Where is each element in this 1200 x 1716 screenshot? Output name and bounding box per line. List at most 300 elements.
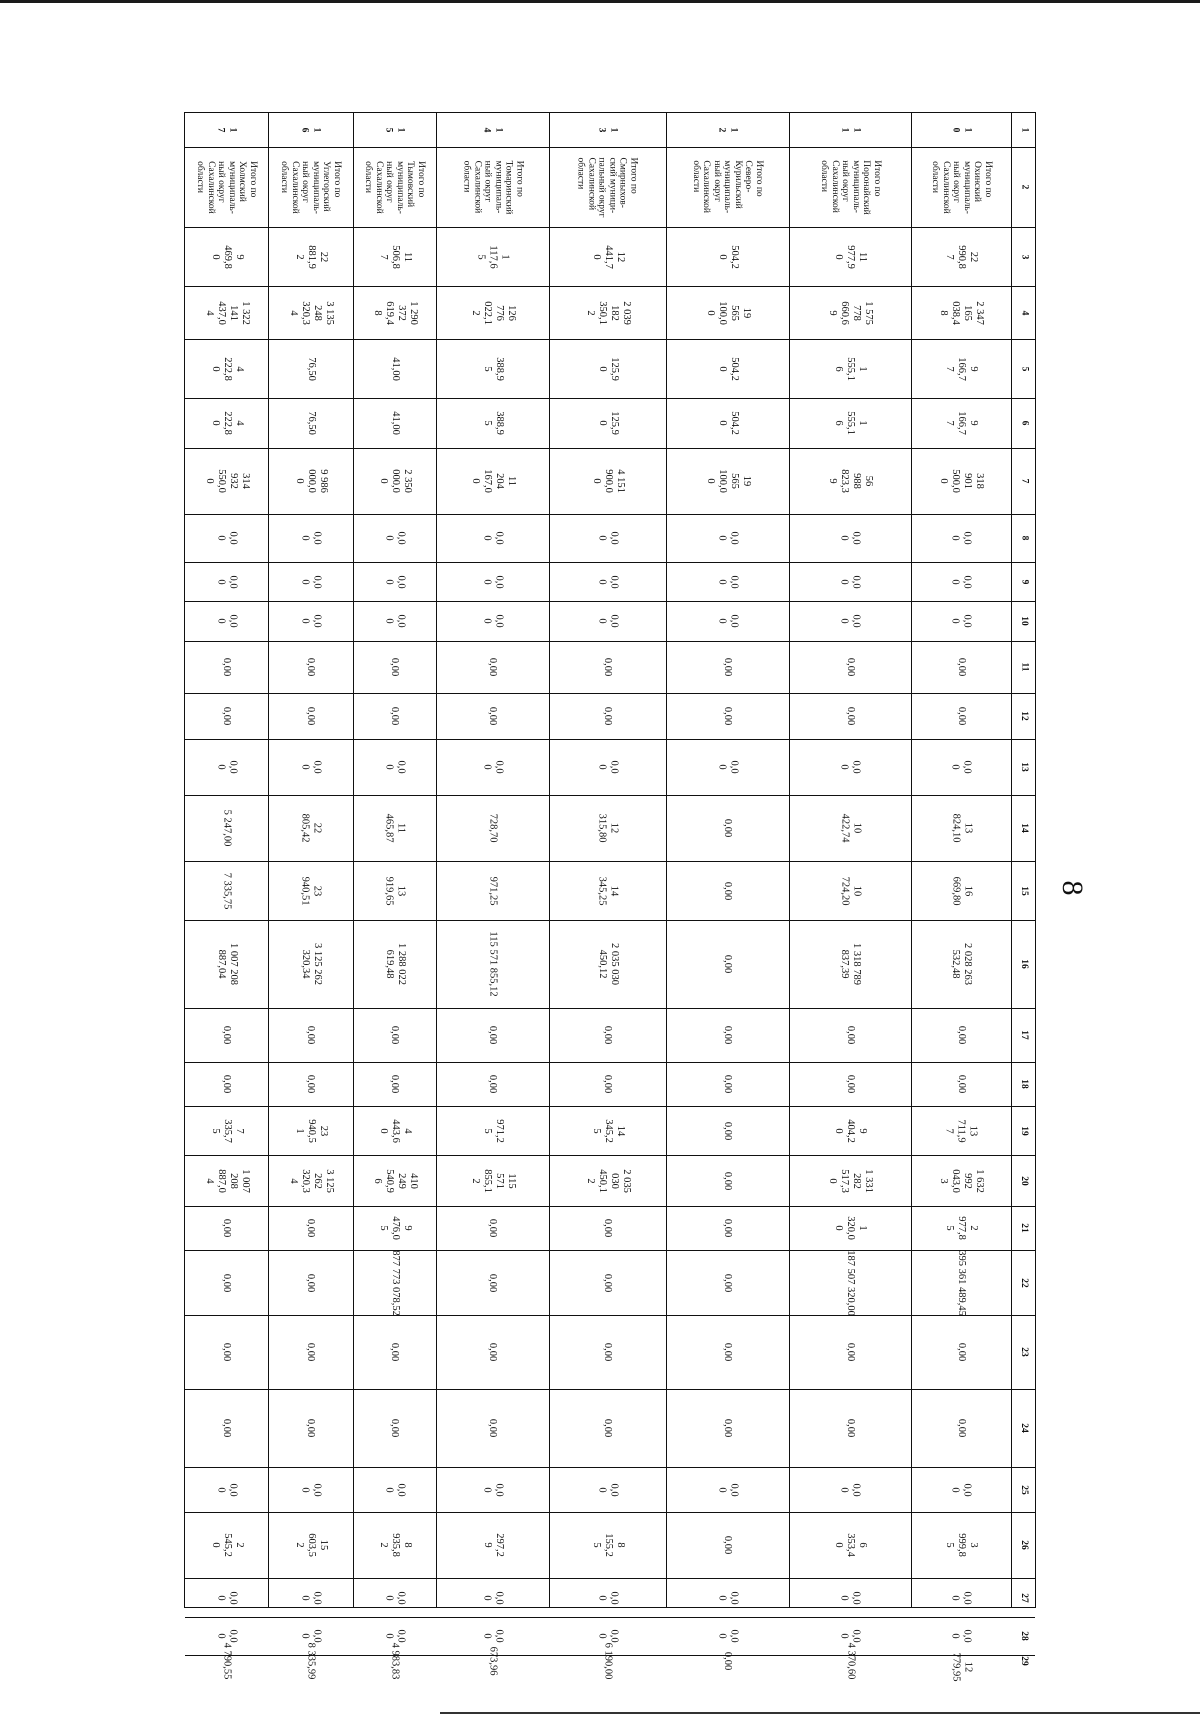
table-cell-text: 115 571 855,1 2 [469, 1168, 517, 1193]
table-cell-text: 0,00 [722, 1651, 734, 1671]
table-cell-text: 16 669,80 [950, 876, 973, 905]
table-cell [353, 920, 436, 1008]
table-cell [353, 398, 436, 448]
table-cell-text: 0,0 0 [481, 574, 505, 589]
table-cell [268, 1578, 353, 1617]
table-cell [185, 693, 268, 739]
table-cell-text: 0,00 [956, 1074, 967, 1094]
column-number-3 [1011, 227, 1037, 286]
table-cell [666, 693, 789, 739]
column-number-18-text: 18 [1019, 1079, 1029, 1089]
table-cell-text: 0,00 [389, 706, 401, 726]
table-cell-text: 0,00 [305, 1025, 317, 1045]
table-cell-text: 12 779,95 [950, 1652, 973, 1682]
column-number-29 [1011, 1655, 1037, 1667]
table-cell-text: 0,0 0 [596, 1482, 620, 1497]
column-number-17-text: 17 [1019, 1030, 1029, 1040]
table-cell-text: 0,00 [602, 1025, 614, 1045]
column-number-7-text: 7 [1019, 478, 1029, 484]
table-cell [911, 693, 1011, 739]
table-cell-text: 971,2 5 [481, 1118, 505, 1143]
table-cell [268, 514, 353, 562]
table-cell-text: 0,00 [956, 1342, 967, 1362]
column-number-17 [1011, 1008, 1037, 1062]
table-cell [911, 398, 1011, 448]
row-number [353, 113, 436, 147]
table-cell [353, 286, 436, 339]
table-cell [436, 227, 549, 286]
table-cell [789, 286, 911, 339]
column-number-1-text: 1 [1019, 127, 1029, 133]
table-cell-text: 971,25 [487, 876, 499, 905]
table-cell-text: 388,9 5 [481, 411, 505, 435]
table-cell-text: 0,00 [722, 706, 734, 726]
table-cell [549, 448, 666, 514]
table-cell [789, 1155, 911, 1206]
table-cell [549, 398, 666, 448]
table-cell [185, 920, 268, 1008]
table-cell-text: 0,0 0 [299, 531, 323, 545]
table-cell [789, 1315, 911, 1389]
column-number-8-text: 8 [1019, 535, 1029, 541]
table-cell [789, 339, 911, 398]
table-cell-text: 4 370,60 [845, 1642, 856, 1680]
table-cell-text: 0,0 0 [215, 1590, 239, 1605]
table-cell [268, 641, 353, 693]
table-cell-text: 0,00 [487, 1074, 499, 1094]
table-cell-text: 9 986 000,0 0 [293, 469, 329, 493]
table-cell-text: 0,00 [845, 1418, 856, 1438]
table-cell [911, 1062, 1011, 1106]
table-cell [353, 1206, 436, 1250]
column-number-27-text: 27 [1019, 1592, 1029, 1603]
table-cell [911, 1315, 1011, 1389]
table-cell [185, 1008, 268, 1062]
table-cell [436, 739, 549, 795]
table-cell [185, 739, 268, 795]
table-cell [268, 920, 353, 1008]
table-cell [666, 1106, 789, 1155]
table-cell-text: 76,50 [305, 411, 317, 435]
table-cell-text: 2 035 030 450,1 2 [584, 1168, 632, 1193]
table-cell [666, 641, 789, 693]
table-cell [666, 227, 789, 286]
table-cell [549, 641, 666, 693]
table-cell [911, 1155, 1011, 1206]
table-cell [185, 1250, 268, 1315]
table-cell [666, 1617, 789, 1655]
table-cell [911, 1578, 1011, 1617]
column-number-7 [1011, 448, 1037, 514]
table-cell-text: 0,0 0 [839, 574, 862, 589]
table-cell-text: 2 977,8 5 [944, 1216, 979, 1240]
row-name-text: Итого по Северо- Курильский муниципаль- ный округ Сахалинской области [691, 160, 765, 214]
table-cell-text: 0,00 [221, 657, 233, 677]
table-cell [666, 920, 789, 1008]
table-cell [185, 398, 268, 448]
table-cell-text: 504,2 0 [716, 356, 740, 381]
table-cell [436, 920, 549, 1008]
row-name [268, 147, 353, 227]
table-cell [185, 601, 268, 641]
table-cell-text: 8 335,99 [305, 1642, 317, 1680]
table-cell-text: 0,00 [722, 1342, 734, 1362]
column-number-8 [1011, 514, 1037, 562]
table-cell [911, 795, 1011, 861]
table-cell [185, 1206, 268, 1250]
table-cell [789, 1578, 911, 1617]
table-cell [436, 1512, 549, 1578]
table-cell [185, 1642, 268, 1680]
table-cell [789, 861, 911, 920]
table-cell [549, 861, 666, 920]
table-cell [789, 1250, 911, 1315]
table-cell-text: 4 443,6 0 [377, 1118, 413, 1143]
table-cell-text: 0,00 [389, 657, 401, 677]
table-cell [549, 227, 666, 286]
table-cell-text: 9 166,7 7 [944, 411, 979, 435]
table-cell-text: 0,00 [305, 1218, 317, 1238]
table-cell-text: 19 565 100,0 0 [704, 469, 752, 493]
table-cell [666, 601, 789, 641]
table-cell-text: 0,0 0 [383, 614, 407, 628]
table-cell [911, 562, 1011, 601]
table-cell-text: 0,00 [487, 1273, 499, 1292]
table-cell [549, 920, 666, 1008]
table-cell-text: 5 247,00 [221, 809, 233, 847]
table-cell [268, 1512, 353, 1578]
table-cell-text: 0,00 [389, 1418, 401, 1438]
column-number-11 [1011, 641, 1037, 693]
table-cell-text: 4 790,55 [221, 1642, 233, 1680]
table-cell-text: 0,00 [602, 657, 614, 677]
table-cell-text: 0,0 0 [950, 1629, 973, 1643]
table-cell-text: 0,0 0 [383, 574, 407, 589]
table-cell-text: 0,00 [722, 1074, 734, 1094]
row-number-text: 1 7 [215, 127, 238, 133]
row-number [911, 113, 1011, 147]
table-cell-text: 0,00 [845, 1074, 856, 1094]
table-cell [353, 739, 436, 795]
table-cell-text: 1 555,1 6 [833, 411, 868, 435]
table-cell-text: 13 711,9 7 [944, 1118, 979, 1143]
column-number-26 [1011, 1512, 1037, 1578]
table-cell-text: 0,00 [221, 1342, 233, 1362]
table-cell [911, 861, 1011, 920]
table-cell-text: 9 404,2 0 [833, 1118, 868, 1143]
table-cell-text: 19 565 100,0 0 [704, 300, 752, 325]
table-cell-text: 125,9 0 [596, 411, 620, 435]
table-cell [789, 514, 911, 562]
table-cell [353, 1250, 436, 1315]
column-number-13-text: 13 [1019, 762, 1029, 772]
table-cell [353, 448, 436, 514]
table-cell-text: 1 007 208 887,0 4 [203, 1168, 251, 1193]
table-cell [353, 1315, 436, 1389]
row-name-text: Итого по Холмский муниципаль- ный округ Сахалинской области [195, 160, 258, 214]
table-cell-text: 0,0 0 [299, 1629, 323, 1643]
table-cell-text: 0,00 [845, 1025, 856, 1045]
table-cell-text: 13 824,10 [950, 813, 973, 843]
table-cell-text: 9 166,7 7 [944, 356, 979, 381]
table-cell [185, 1106, 268, 1155]
table-cell-text: 0,0 0 [716, 1629, 740, 1643]
table-cell [549, 1578, 666, 1617]
table-cell-text: 22 881,9 2 [293, 244, 329, 269]
table-cell-text: 2 350 000,0 0 [377, 469, 413, 493]
table-cell-text: 0,0 0 [383, 1482, 407, 1497]
table-cell-text: 0,0 0 [596, 1590, 620, 1605]
table-cell [789, 1062, 911, 1106]
table-cell [185, 1512, 268, 1578]
table-cell [436, 1467, 549, 1512]
table-cell-text: 2 039 182 350,1 2 [584, 300, 632, 325]
table-cell-text: 0,0 0 [481, 1590, 505, 1605]
row-name-text: Итого по Углегорский муниципаль- ный округ Сахалинской области [279, 160, 342, 214]
table-cell-text: 0,00 [845, 706, 856, 726]
row-name [185, 147, 268, 227]
table-cell [436, 861, 549, 920]
table-cell-text: 11 465,87 [383, 813, 407, 843]
table-cell [549, 1155, 666, 1206]
table-cell [353, 1578, 436, 1617]
table-cell [436, 1578, 549, 1617]
table-cell [549, 795, 666, 861]
table-cell-text: 0,00 [602, 706, 614, 726]
table-cell [911, 920, 1011, 1008]
table-cell [666, 1512, 789, 1578]
table-cell-text: 1 632 992 043,0 3 [938, 1168, 985, 1193]
table-cell-text: 4 222,8 0 [209, 411, 245, 435]
column-number-15-text: 15 [1019, 885, 1029, 896]
table-cell-text: 395 361 489,45 [956, 1249, 967, 1316]
table-cell [436, 448, 549, 514]
column-number-27 [1011, 1578, 1037, 1617]
table-cell-text: 12 315,80 [596, 813, 620, 843]
column-number-12-text: 12 [1019, 711, 1029, 721]
column-number-4-text: 4 [1019, 310, 1029, 315]
table-cell-text: 0,0 0 [299, 760, 323, 774]
table-cell [436, 1250, 549, 1315]
table-cell-text: 0,0 0 [299, 1482, 323, 1497]
row-name [789, 147, 911, 227]
column-number-2-text: 2 [1019, 184, 1029, 190]
table-cell [353, 1062, 436, 1106]
row-name [911, 147, 1011, 227]
table-cell [436, 1106, 549, 1155]
table-cell-text: 1 575 778 660,6 9 [827, 300, 874, 325]
column-number-22 [1011, 1250, 1037, 1315]
table-cell-text: 4 222,8 0 [209, 356, 245, 381]
table-cell [436, 795, 549, 861]
table-cell-text: 0,0 0 [383, 760, 407, 774]
table-cell [666, 739, 789, 795]
table-cell-text: 4 983,83 [389, 1642, 401, 1680]
column-number-6 [1011, 398, 1037, 448]
table-cell-text: 7 335,75 [221, 872, 233, 909]
table-cell-text: 9 476,0 5 [377, 1216, 413, 1240]
row-number-text: 1 1 [839, 127, 861, 133]
table-cell-text: 0,00 [221, 1218, 233, 1238]
table-cell-text: 0,0 0 [950, 614, 973, 628]
table-cell [353, 795, 436, 861]
table-cell [549, 1642, 666, 1680]
table-cell [911, 339, 1011, 398]
table-cell [436, 398, 549, 448]
table-cell [436, 562, 549, 601]
table-cell [911, 1617, 1011, 1655]
table-cell-text: 0,00 [845, 1342, 856, 1362]
table-cell [549, 1106, 666, 1155]
table-cell [268, 1155, 353, 1206]
table-cell [436, 1646, 549, 1676]
table-cell [789, 1106, 911, 1155]
table-cell [549, 1315, 666, 1389]
table-cell-text: 0,00 [602, 1074, 614, 1094]
table-cell [666, 1389, 789, 1467]
column-number-14 [1011, 795, 1037, 861]
column-number-24 [1011, 1389, 1037, 1467]
table-cell-text: 8 935,8 2 [377, 1533, 413, 1557]
table-cell-text: 0,00 [602, 1218, 614, 1238]
column-number-18 [1011, 1062, 1037, 1106]
table-cell-text: 1 318 789 837,39 [839, 943, 862, 985]
column-number-16-text: 16 [1019, 959, 1029, 969]
table-cell [436, 1389, 549, 1467]
table-cell-text: 0,0 0 [481, 1629, 505, 1643]
table-cell-text: 0,0 0 [716, 760, 740, 774]
table-cell [549, 1062, 666, 1106]
table-cell-text: 0,00 [602, 1418, 614, 1438]
table-cell [436, 1155, 549, 1206]
row-number-text: 1 4 [481, 127, 504, 133]
table-cell [353, 227, 436, 286]
table-cell-text: 0,0 0 [481, 760, 505, 774]
table-cell-text: 314 932 550,0 0 [203, 469, 251, 493]
table-cell [666, 1062, 789, 1106]
table-cell [353, 1155, 436, 1206]
row-number-text: 1 5 [383, 127, 406, 133]
table-cell [549, 286, 666, 339]
column-number-21 [1011, 1206, 1037, 1250]
table-cell-text: 2 028 263 532,48 [950, 943, 973, 985]
table-cell [911, 601, 1011, 641]
table-cell-text: 0,0 0 [383, 531, 407, 545]
table-cell-text: 0,0 0 [215, 614, 239, 628]
table-cell [353, 562, 436, 601]
table-cell-text: 0,00 [487, 706, 499, 726]
table-cell-text: 3 999,8 5 [944, 1533, 979, 1557]
table-cell [268, 562, 353, 601]
table-cell-text: 0,00 [389, 1025, 401, 1045]
table-cell [353, 1008, 436, 1062]
column-number-12 [1011, 693, 1037, 739]
table-cell-text: 13 919,65 [383, 876, 407, 905]
table-cell-text: 0,0 0 [596, 760, 620, 774]
table-cell [911, 739, 1011, 795]
table-cell [268, 601, 353, 641]
table-cell [268, 448, 353, 514]
table-cell-text: 0,0 0 [839, 1482, 862, 1497]
table-cell-text: 0,0 0 [481, 531, 505, 545]
table-cell [268, 1206, 353, 1250]
table-cell [549, 1389, 666, 1467]
row-number-text: 1 0 [950, 127, 972, 133]
table-cell-text: 0,0 0 [839, 1590, 862, 1605]
table-cell-text: 8 155,2 5 [590, 1533, 626, 1557]
table-cell-text: 0,0 0 [299, 1590, 323, 1605]
table-cell [789, 601, 911, 641]
table-cell-text: 0,00 [487, 1218, 499, 1238]
table-cell-text: 22 805,42 [299, 813, 323, 843]
table-cell [268, 227, 353, 286]
table-cell [436, 1062, 549, 1106]
table-cell [268, 1008, 353, 1062]
table-cell-text: 0,00 [305, 1273, 317, 1292]
table-cell [666, 795, 789, 861]
table-cell [436, 339, 549, 398]
table-cell-text: 0,0 0 [839, 760, 862, 774]
table-cell-text: 11 506,8 7 [377, 244, 413, 269]
table-cell-text: 0,0 0 [596, 574, 620, 589]
table-cell-text: 126 776 022,1 2 [469, 300, 517, 325]
table-cell [549, 1206, 666, 1250]
table-cell [353, 693, 436, 739]
table-cell-text: 1 320,0 0 [833, 1216, 868, 1240]
column-number-28 [1011, 1617, 1037, 1655]
table-cell [436, 1206, 549, 1250]
table-cell [268, 1106, 353, 1155]
table-cell [185, 1389, 268, 1467]
table-cell [268, 1250, 353, 1315]
table-cell [353, 514, 436, 562]
row-number-text: 1 2 [716, 127, 739, 133]
row-number-text: 1 6 [299, 127, 322, 133]
table-cell-text: 1 555,1 6 [833, 356, 868, 381]
table-cell-text: 2 545,2 0 [209, 1533, 245, 1557]
table-cell-text: 0,0 0 [383, 1629, 407, 1643]
table-cell [549, 1008, 666, 1062]
column-number-15 [1011, 861, 1037, 920]
table-cell-text: 0,0 0 [716, 531, 740, 545]
table-cell [185, 1155, 268, 1206]
table-cell-text: 0,00 [221, 1074, 233, 1094]
table-cell-text: 0,00 [305, 706, 317, 726]
table-cell-text: 10 422,74 [839, 813, 862, 843]
table-cell [789, 1008, 911, 1062]
table-cell-text: 0,00 [221, 1273, 233, 1292]
table-cell-text: 0,00 [221, 1025, 233, 1045]
table-cell [268, 398, 353, 448]
table-cell [549, 1250, 666, 1315]
row-name-text: Итого по Тымовский муниципаль- ный округ Сахалинской области [363, 160, 426, 214]
table-cell [185, 795, 268, 861]
table-cell-text: 0,00 [389, 1074, 401, 1094]
row-name [353, 147, 436, 227]
table-cell-text: 0,0 0 [950, 531, 973, 545]
column-number-23 [1011, 1315, 1037, 1389]
table-cell-text: 0,00 [487, 657, 499, 677]
table-cell-text: 673,96 [487, 1646, 499, 1676]
table-cell [549, 601, 666, 641]
table-cell-text: 318 901 500,0 0 [938, 469, 985, 493]
table-cell-text: 23 940,5 1 [293, 1118, 329, 1143]
column-number-20 [1011, 1155, 1037, 1206]
table-cell-text: 728,70 [487, 813, 499, 843]
table-cell [911, 641, 1011, 693]
row-number [789, 113, 911, 147]
table-cell [666, 1206, 789, 1250]
